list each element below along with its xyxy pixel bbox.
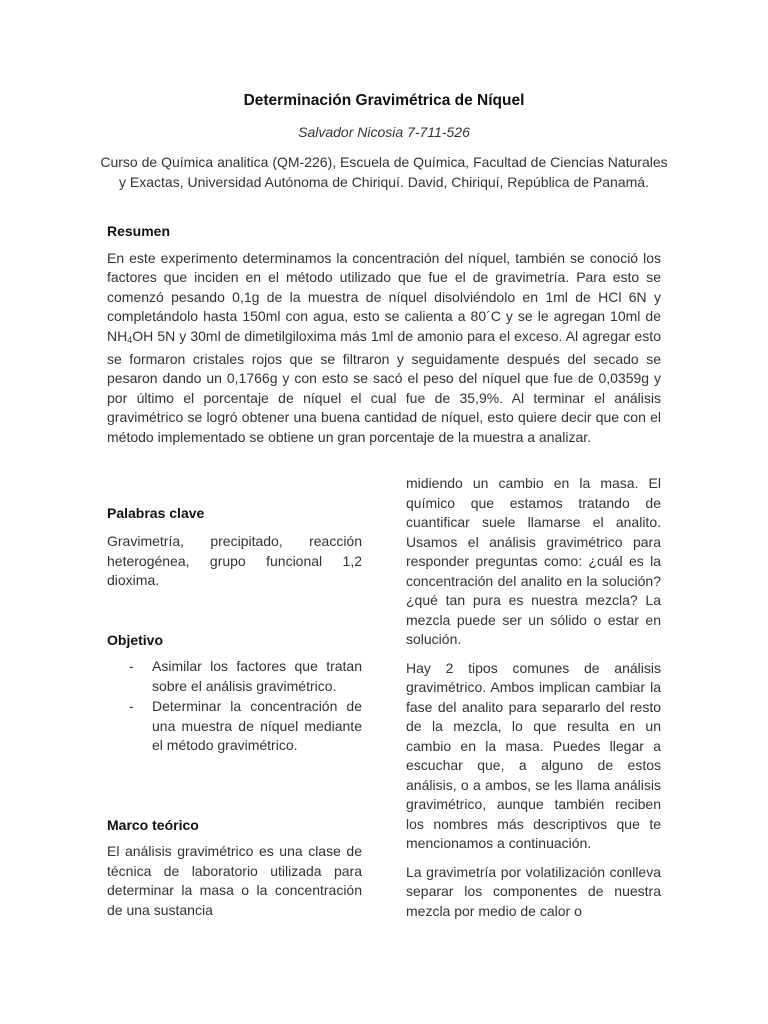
theory-section — [107, 817, 362, 920]
objective-item-text: Asimilar los factores que tratan sobre el análisis gravimétrico. — [152, 658, 362, 694]
author-line: Salvador Nicosia 7-711-526 — [298, 124, 470, 140]
formula-subscript: 4 — [127, 334, 133, 345]
objective-section — [107, 632, 362, 756]
objective-item — [107, 697, 362, 756]
keywords-heading: Palabras clave — [107, 505, 205, 521]
objective-item-text: Determinar la concentración de una muestra de níquel mediante el método gravimétrico. — [152, 698, 362, 753]
theory-text: El análisis gravimétrico es una clase de técnica de laboratorio utilizada para determinar la masa o la concentración de una sustancia — [107, 843, 362, 918]
theory-heading: Marco teórico — [107, 817, 199, 833]
right-column — [406, 474, 661, 921]
paper-title: Determinación Gravimétrica de Níquel — [243, 92, 525, 109]
abstract-text-part-1: En este experimento determinamos la concentración del níquel, también se conoció los factores que inciden en el método utilizado que fue el de gravimetría. Para esto se comenzó pesando 0,1g de la muestra de níquel disolviéndolo en 1ml de HCl 6N y completándolo hasta 150ml con agua, esto se calienta a 80´C y se le agregan 10ml de NH — [107, 250, 661, 344]
bullet-dash: - — [129, 698, 134, 714]
objective-list — [107, 657, 362, 756]
abstract-heading: Resumen — [107, 223, 171, 239]
bullet-dash: - — [129, 658, 134, 674]
keywords-section — [107, 505, 362, 591]
objective-item — [107, 657, 362, 696]
theory-paragraph-3: La gravimetría por volatilización conlleva separar los componentes de nuestra mezcla por medio de calor o — [406, 863, 661, 919]
abstract-text — [107, 249, 661, 447]
theory-paragraph-1: midiendo un cambio en la masa. El químico que estamos tratando de cuantificar suele llamarse el analito. Usamos el análisis gravimétrico para responder preguntas como: ¿cuál es la concentración del analito en la solución? ¿qué tan pura es nuestra mezcla? La mezcla puede ser un sólido o estar en solución. — [406, 475, 661, 647]
abstract-text-part-2: OH 5N y 30ml de dimetilgiloxima más 1ml de amonio para el exceso. Al agregar esto se formaron cristales rojos que se filtraron y seguidamente después del secado se pesaron dando un 0,1766g y con esto se sacó el peso del níquel que fue de 0,0359g y por último el porcentaje de níquel el cual fue de 35,9%. Al terminar el análisis gravimétrico se logró obtener una buena cantidad de níquel, esto quiere decir que con el método implementado se obtiene un gran porcentaje de la muestra a analizar. — [107, 327, 661, 445]
objective-heading: Objetivo — [107, 632, 164, 648]
keywords-text: Gravimetría, precipitado, reacción heterogénea, grupo funcional 1,2 dioxima. — [107, 533, 362, 588]
affiliation: Curso de Química analitica (QM-226), Escuela de Química, Facultad de Ciencias Naturales y Exactas, Universidad Autónoma de Chiriquí. David, Chiriquí, República de Panamá. — [100, 154, 668, 190]
theory-paragraph-2: Hay 2 tipos comunes de análisis gravimétrico. Ambos implican cambiar la fase del analito para separarlo del resto de la mezcla, lo que resulta en un cambio en la masa. Puedes llegar a escuchar que, a alguno de estos análisis, o a ambos, se les llama análisis gravimétrico, aunque también reciben los nombres más descriptivos que te mencionamos a continuación. — [406, 659, 661, 851]
